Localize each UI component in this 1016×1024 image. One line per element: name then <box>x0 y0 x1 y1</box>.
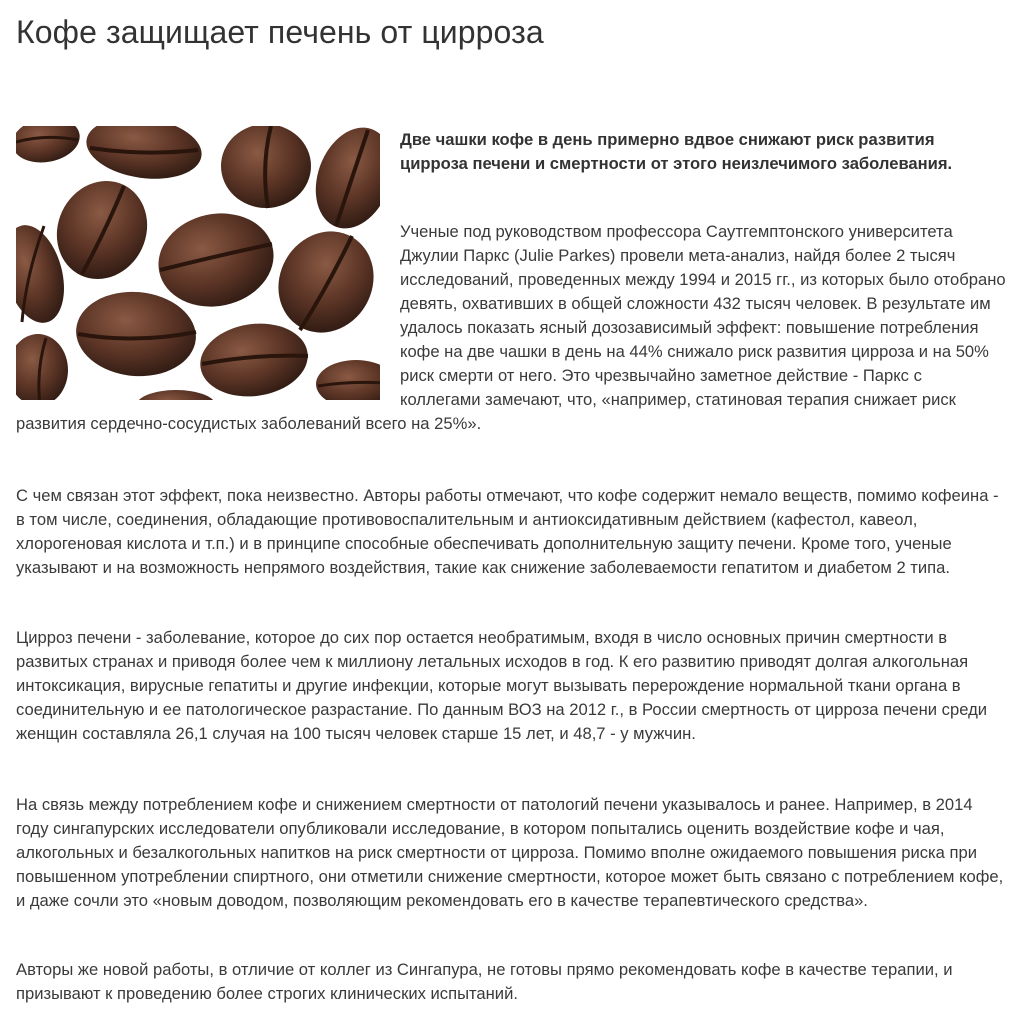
article-paragraph-3: Цирроз печени - заболевание, которое до сих пор остается необратимым, входя в число основных причин смертности в развитых странах и приводя более чем к миллиону летальных исходов в год. К его развитию приводят долгая алкогольная интоксикация, вирусные гепатиты и другие инфекции, которые могут вызывать перерождение нормальной ткани органа в соединительную и ее патологическое разрастание. По данным ВОЗ на 2012 г., в России смертность от цирроза печени среди женщин составляла 26,1 случая на 100 тысяч человек старше 15 лет, и 48,7 - у мужчин. <box>16 628 988 743</box>
article-paragraph-4: На связь между потреблением кофе и снижением смертности от патологий печени указывалось и ранее. Например, в 2014 году сингапурских исследователи опубликовали исследование, в котором попытались оценить воздействие кофе и чая, алкогольных и безалкогольных напитков на риск смертности от цирроза. Помимо вполне ожидаемого повышения риска при повышенном употреблении спиртного, они отметили снижение смертности, которое может быть связано с потреблением кофе, и даже сочли это «новым доводом, позволяющим рекомендовать его в качестве терапевтического средства». <box>16 795 1004 910</box>
article-paragraph-5: Авторы же новой работы, в отличие от коллег из Сингапура, не готовы прямо рекомендовать кофе в качестве терапии, и призывают к проведению более строгих клинических испытаний. <box>16 960 953 1003</box>
article-title: Кофе защищает печень от цирроза <box>16 14 544 50</box>
article-paragraph-1: Ученые под руководством профессора Саутгемптонского университета Джулии Паркс (Julie Parkes) провели мета-анализ, найдя более 2 тысяч исследований, проведенных между 1994 и 2015 гг., из которых было отобрано девять, охвативших в общей сложности 432 тысяч человек. В результате им удалось показать ясный дозозависимый эффект: повышение потребления кофе на две чашки в день на 44% снижало риск развития цирроза и на 50% риск смерти от него. Это чрезвычайно заметное действие - Паркс с коллегами замечают, что, «например, статиновая терапия снижает риск развития сердечно-сосудистых заболеваний всего на 25%». <box>16 222 1006 433</box>
image-wrap-spacer <box>16 220 400 400</box>
article-lead: Две чашки кофе в день примерно вдвое снижают риск развития цирроза печени и смертности от этого неизлечимого заболевания. <box>400 130 953 173</box>
article-paragraph-2: С чем связан этот эффект, пока неизвестно. Авторы работы отмечают, что кофе содержит немало веществ, помимо кофеина - в том числе, соединения, обладающие противовоспалительным и антиоксидативным действием (кафестол, кавеол, хлорогеновая кислота и т.п.) и в принципе способные обеспечивать дополнительную защиту печени. Кроме того, ученые указывают и на возможность непрямого воздействия, такие как снижение заболеваемости гепатитом и диабетом 2 типа. <box>16 486 999 577</box>
article-paragraph-1-container <box>16 220 1006 436</box>
